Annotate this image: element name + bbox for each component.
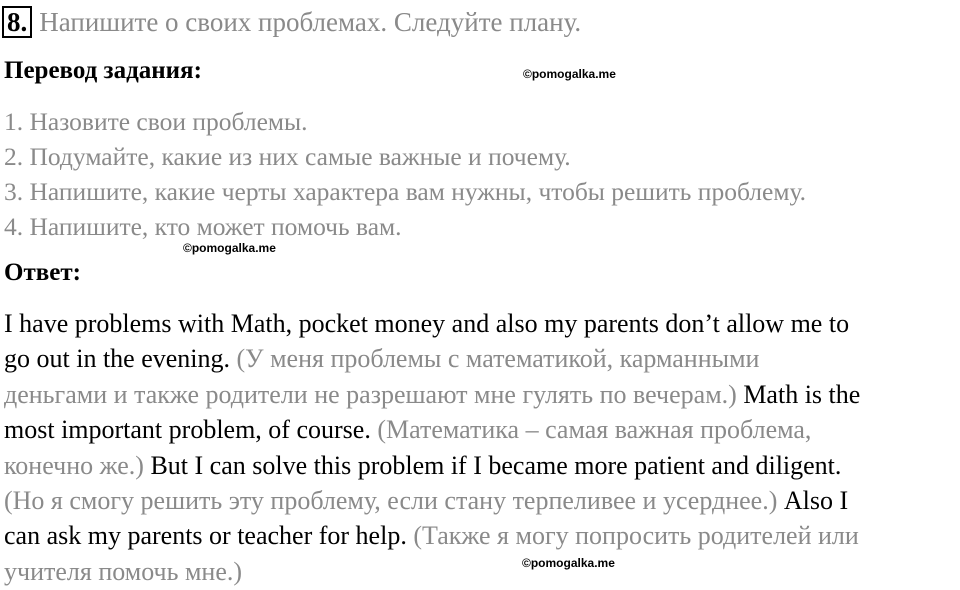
plan-item: 3. Напишите, какие черты характера вам нужны, чтобы решить проблему. (4, 177, 807, 206)
answer-segment-en: But I can solve this problem if I became more patient and diligent. (150, 450, 842, 480)
plan-list (4, 104, 806, 244)
task-header (2, 4, 581, 40)
answer-segment-ru: (Математика – самая важная проблема, (377, 415, 812, 445)
answer-segment-ru: (Также я могу попросить родителей или (413, 521, 859, 551)
plan-item: 1. Назовите свои проблемы. (4, 107, 308, 136)
answer-segment-en: can ask my parents or teacher for help. (4, 521, 414, 551)
plan-item: 2. Подумайте, какие из них самые важные и почему. (4, 142, 571, 171)
answer-segment-ru: учителя помочь мне.) (4, 556, 243, 586)
answer-segment-en: Math is the (743, 379, 861, 409)
translation-heading: Перевод задания: (4, 57, 202, 84)
task-instruction: Напишите о своих проблемах. Следуйте плану. (39, 6, 582, 37)
answer-segment-ru: (Но я смогу решить эту проблему, если стану терпеливее и усерднее.) (4, 486, 784, 516)
answer-line (4, 554, 960, 589)
watermark: ©pomogalka.me (183, 241, 276, 255)
answer-line (4, 377, 960, 412)
answer-segment-en: go out in the evening. (4, 344, 237, 374)
answer-line (4, 412, 960, 447)
answer-segment-ru: конечно же.) (4, 450, 151, 480)
answer-segment-en: I have problems with Math, pocket money and also my parents don’t allow me to (4, 309, 850, 338)
answer-segment-en: most important problem, of course. (4, 415, 378, 445)
task-number: 8. (2, 6, 32, 38)
answer-line (4, 483, 960, 518)
answer-heading: Ответ: (4, 259, 81, 286)
answer-text (4, 306, 960, 589)
answer-segment-en: Also I (783, 486, 849, 516)
answer-segment-ru: (У меня проблемы с математикой, карманными (236, 344, 760, 374)
answer-line (4, 448, 960, 483)
answer-line (4, 306, 960, 341)
answer-line (4, 341, 960, 376)
answer-line (4, 518, 960, 553)
watermark: ©pomogalka.me (522, 556, 615, 570)
watermark: ©pomogalka.me (523, 67, 616, 81)
answer-segment-ru: деньгами и также родители не разрешают мне гулять по вечерам.) (4, 379, 744, 409)
plan-item: 4. Напишите, кто может помочь вам. (4, 212, 402, 241)
